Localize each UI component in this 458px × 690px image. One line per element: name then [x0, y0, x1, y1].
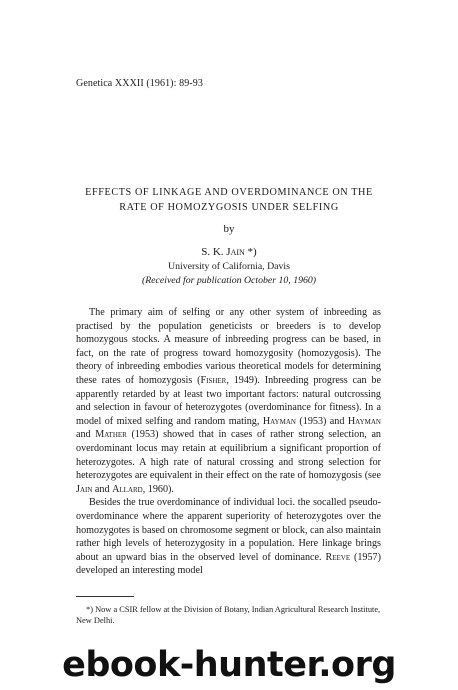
journal-reference: Genetica XXXII (1961): 89-93	[76, 78, 203, 89]
citation-author: Reeve	[325, 551, 351, 563]
citation-author: Jain	[76, 483, 93, 495]
text-run: The primary aim of selfing or any other system of inbreeding as practised by the population geneticists or breeders is to develop homozygous stocks. A measure of inbreeding progress can be based, in fact, on the rate of progress toward homozygosity (homozygosis). The theory of inbreeding embodies various theoretical models for determining these rates of homozygosis (	[76, 307, 381, 386]
citation-author: Hayman	[347, 415, 381, 427]
text-run: (1953) and	[295, 415, 348, 427]
text-run: , 1949). Inbreeding progress can be apparently retarded by at least two important factors: natural outcrossing and selection in favour of heterozygotes (overdominance for fitness). In a model of mixed selfing and random mating,	[76, 374, 381, 427]
text-run: (1953) showed that in cases of rather strong selection, an overdominant locus may retain at equilibrium a significant proportion of heterozygotes. A high rate of natural crossing and strong selection for heterozygotes are equivalent in their effect on the rate of homozygosis (see	[76, 429, 381, 482]
author-name	[0, 246, 458, 258]
author-text: S. K. Jain *)	[201, 246, 257, 258]
text-run: Besides the true overdominance of individual loci. the socalled pseudo-overdominance where the apparent superiority of heterozygotes over the homozygotes is based on chromosome segment or block, can also maintain rather high levels of heterozygosity in a population. Here linkage brings about an upward bias in the observed level of dominance.	[76, 497, 381, 563]
text-run: and	[92, 483, 113, 495]
citation-author: Mather	[95, 429, 127, 441]
footnote: *) Now a CSIR fellow at the Division of Botany, Indian Agricultural Research Institute, New Delhi.	[76, 605, 381, 625]
text-run: , 1960).	[142, 483, 174, 495]
citation-author: Fisher	[200, 374, 227, 386]
text-run: and	[76, 429, 96, 441]
body-text	[76, 306, 381, 578]
title-line-2: RATE OF HOMOZYGOSIS UNDER SELFING	[119, 202, 339, 213]
paragraph-1	[76, 306, 381, 496]
paragraph-2	[76, 496, 381, 578]
citation-author: Allard	[112, 483, 143, 495]
citation-author: Hayman	[262, 415, 296, 427]
title-line-1: EFFECTS OF LINKAGE AND OVERDOMINANCE ON THE	[85, 187, 373, 198]
received-date: (Received for publication October 10, 1960)	[141, 275, 317, 286]
author-affiliation: University of California, Davis	[168, 261, 290, 272]
watermark: ebook-hunter.org	[62, 645, 396, 685]
paper-title	[40, 185, 418, 215]
footnote-rule	[76, 596, 134, 597]
text-run: (1957) developed an interesting model	[76, 551, 381, 577]
by-line: by	[223, 223, 235, 235]
